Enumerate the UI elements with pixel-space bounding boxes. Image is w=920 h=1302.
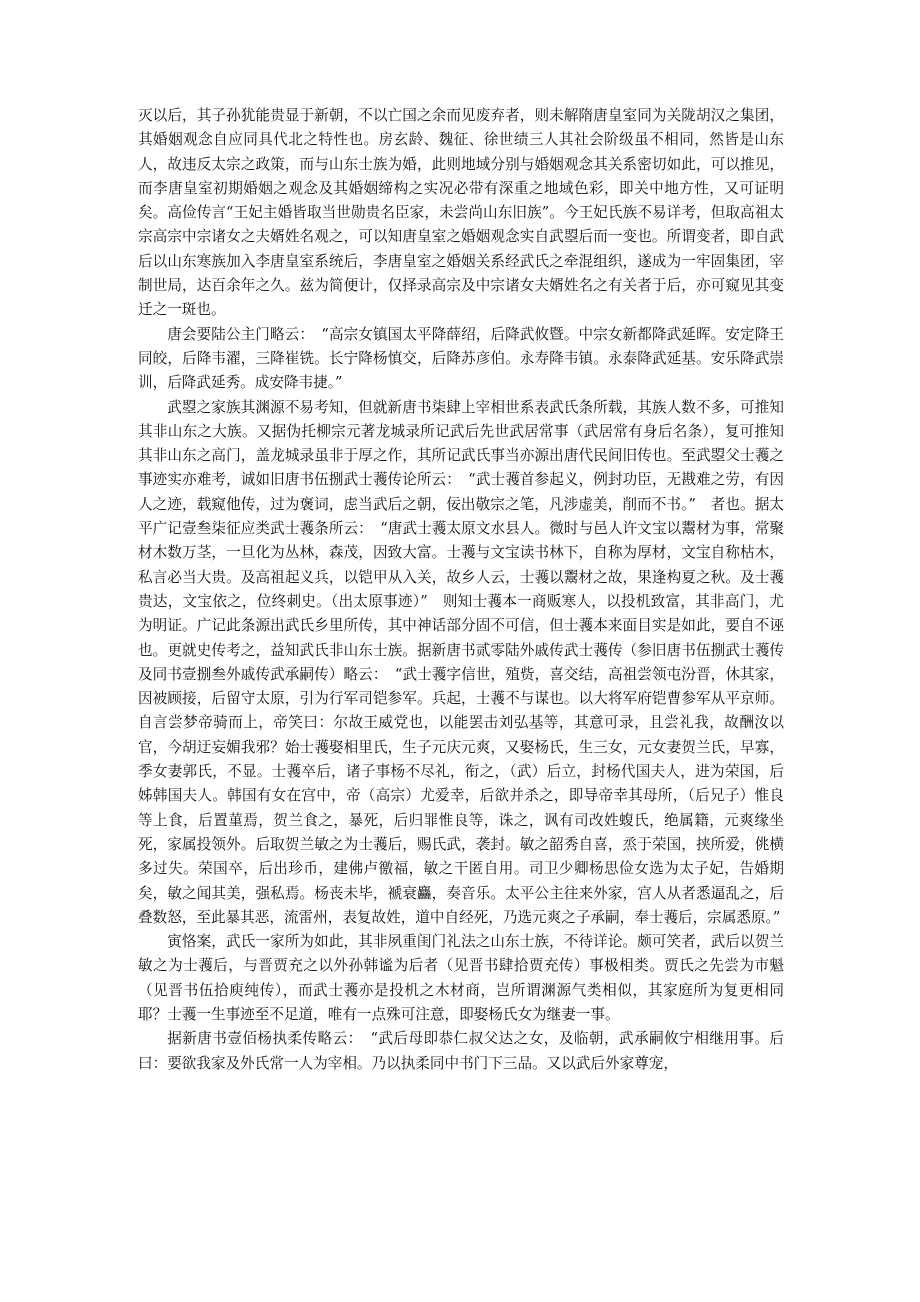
paragraph-5: 据新唐书壹佰杨执柔传略云： “武后母即恭仁叔父达之女，及临朝，武承嗣攸宁相继用事。后曰：要欲我家及外氏常一人为宰相。乃以执柔同中书门下三品。又以武后外家尊宠， [138,1030,784,1072]
paragraph-1: 灭以后，其子孙犹能贵显于新朝，不以亡国之余而见废弃者，则未解隋唐皇室同为关陇胡汉之集团，其婚姻观念自应同具代北之特性也。房玄龄、魏征、徐世绩三人其社会阶级虽不相同，然皆是山东人，故违反太宗之政策，而与山东士族为婚，此则地域分别与婚姻观念其关系密切如此，可以推见，而李唐皇室初期婚姻之观念及其婚姻缔构之实况必带有深重之地域色彩，即关中地方性，又可证明矣。高俭传言“王妃主婚皆取当世勋贵名臣家，未尝尚山东旧族”。今王妃氏族不易详考，但取高祖太宗高宗中宗诸女之夫婿姓名观之，可以知唐皇室之婚姻观念实自武曌后而一变也。所谓变者，即自武后以山东寒族加入李唐皇室系统后，李唐皇室之婚姻关系经武氏之牵混组织，遂成为一牢固集团，宰制世局，达百余年之久。兹为简便计，仅择录高宗及中宗诸女夫婿姓名之有关者于后，亦可窥见其变迁之一斑也。 [138,107,784,319]
paragraph-4: 寅恪案，武氏一家所为如此，其非夙重闺门礼法之山东士族，不待详论。颇可笑者，武后以贺兰敏之为士彟后，与晋贾充之以外孙韩谧为后者（见晋书肆拾贾充传）事极相类。贾氏之先尝为市魁（见晋书伍拾庾纯传），而武士彟亦是投机之木材商，岂所谓渊源气类相似，其家庭所为复更相同耶？士彟一生事迹至不足道，唯有一点殊可注意，即娶杨氏女为继妻一事。 [138,933,784,1023]
paragraph-2: 唐会要陆公主门略云： “高宗女镇国太平降薛绍，后降武攸暨。中宗女新都降武延晖。安定降王同皎，后降韦濯，三降崔铣。长宁降杨慎交，后降苏彦伯。永寿降韦镇。永泰降武延基。安乐降武崇训，后降武延秀。成安降韦捷。” [138,325,784,392]
paragraph-3: 武曌之家族其渊源不易考知，但就新唐书柒肆上宰相世系表武氏条所载，其族人数不多，可推知其非山东之大族。又据伪托柳宗元著龙城录所记武后先世武居常事（武居常有身后名条），复可推知其非山东之高门，盖龙城录虽非于厚之作，其所记武氏事当亦源出唐代民间旧传也。至武曌父士彟之事迹实亦难考，诚如旧唐书伍捌武士彟传论所云： “武士彟首参起义，例封功臣，无戡难之劳，有因人之迹，载窥他传，过为褒词，虑当武后之朝，佞出敬宗之笔，凡涉虚美，削而不书。” 者也。据太平广记壹叁柒征应类武士彟条所云： “唐武士彟太原文水县人。微时与邑人许文宝以鬻材为事，常聚材木数万茎，一旦化为丛林，森茂，因致大富。士彟与文宝读书林下，自称为厚材，文宝自称枯木，私言必当大贵。及高祖起义兵，以铠甲从入关，故乡人云，士彟以鬻材之故，果逢构夏之秋。及士彟贵达，文宝依之，位终刺史。（出太原事迹）” 则知士彟本一商贩寒人，以投机致富，其非高门，尤为明证。广记此条源出武氏乡里所传，其中神话部分固不可信，但士彟本来面目实是如此，要自不诬也。更就史传考之，益知武氏非山东士族。据新唐书贰零陆外戚传武士彟传（参旧唐书伍捌武士彟传及同书壹捌叁外戚传武承嗣传）略云： “武士彟字信世，殖赀，喜交结，高祖尝领屯汾晋，休其家，因被顾接，后留守太原，引为行军司铠参军。兵起，士彟不与谋也。以大将军府铠曹参军从平京师。自言尝梦帝骑而上，帝笑曰：尔故王威党也，以能罢击刘弘基等，其意可录，且尝礼我，故酬汝以官，今胡迂妄媚我邪？始士彟娶相里氏，生子元庆元爽，又娶杨氏，生三女，元女妻贺兰氏，早寡，季女妻郭氏，不显。士彟卒后，诸子事杨不尽礼，衔之，（武）后立，封杨代国夫人，进为荣国，后姊韩国夫人。韩国有女在宫中，帝（高宗）尤爱幸，后欲并杀之，即导帝幸其母所，（后兄子）惟良等上食，后置菫焉，贺兰食之，暴死，后归罪惟良等，诛之，讽有司改姓蝮氏，绝属籍，元爽缘坐死，家属投领外。后取贺兰敏之为士彟后，赐氏武，袭封。敏之韶秀自喜，烝于荣国，挟所爱，佻横多过失。荣国卒，后出珍币，建佛卢徼福，敏之干匿自用。司卫少卿杨思俭女选为太子妃，告婚期矣，敏之闻其美，强私焉。杨丧未毕，褫衰麤，奏音乐。太平公主往来外家，宫人从者悉逼乱之，后叠数怒，至此暴其恶，流雷州，表复故姓，道中自经死，乃选元爽之子承嗣，奉士彟后，宗属悉原。” [138,398,784,926]
document-page [138,104,784,1076]
